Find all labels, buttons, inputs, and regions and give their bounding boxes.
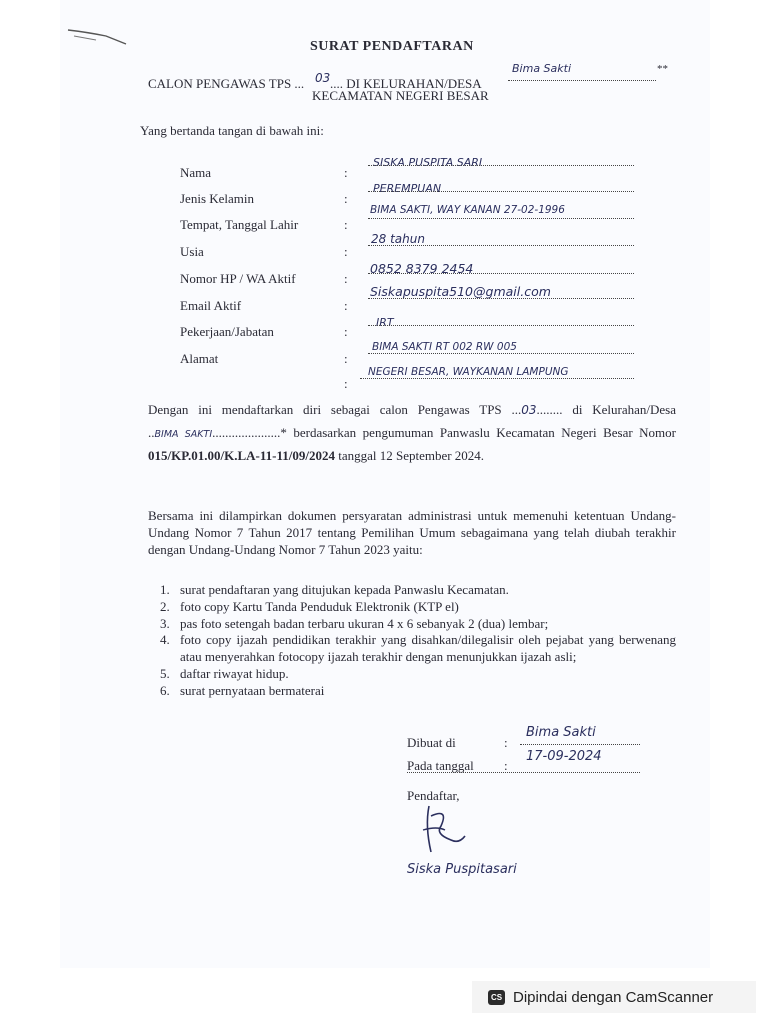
field-dots — [368, 298, 634, 299]
heading-line1-mid: .... DI KELURAHAN/DESA — [330, 76, 482, 91]
field-label: Usia — [180, 244, 204, 259]
field-value-nomor-hp: 0852 8379 2454 — [370, 261, 474, 276]
paragraph-text: .....................* berdasarkan pengumuman Panwaslu Kecamatan Negeri Besar Nomor — [212, 424, 676, 440]
list-item-number: 5. — [160, 665, 170, 681]
list-item-text: foto copy ijazah pendidikan terakhir yang disahkan/dilegalisir oleh pejabat yang berwenang atau menyerahkan fotocopy ijazah terakhir dengan menunjukkan ijazah asli; — [180, 632, 676, 665]
field-dots — [368, 325, 634, 326]
list-item-number: 2. — [160, 598, 170, 614]
field-colon: : — [344, 271, 348, 286]
field-dots — [368, 191, 634, 192]
heading-line1-prefix: CALON PENGAWAS TPS ... — [148, 76, 305, 91]
field-colon: : — [344, 217, 348, 232]
heading-asterisk: ** — [657, 63, 668, 75]
field-value-nama: SISKA PUSPITA SARI — [373, 156, 483, 169]
registration-paragraph — [148, 399, 676, 467]
paragraph-desa-name: BIMA SAKTI — [154, 428, 213, 440]
field-dots — [368, 273, 634, 274]
intro-text: Yang bertanda tangan di bawah ini: — [140, 123, 324, 138]
field-label: Nomor HP / WA Aktif — [180, 271, 296, 286]
heading-line2: KECAMATAN NEGERI BESAR — [312, 88, 489, 103]
field-colon: : — [344, 191, 348, 206]
list-item-number: 6. — [160, 682, 170, 698]
list-item-number: 3. — [160, 615, 170, 631]
field-label: Email Aktif — [180, 298, 242, 313]
paragraph-tps-number: 03 — [521, 403, 537, 417]
camscanner-logo-icon: CS — [488, 990, 505, 1005]
field-value-usia: 28 tahun — [371, 232, 425, 246]
field-dots — [368, 245, 634, 246]
list-item-text: daftar riwayat hidup. — [180, 665, 289, 681]
heading-desa-name: Bima Sakti — [512, 62, 572, 75]
tanggal-label: Pada tanggal — [407, 758, 474, 773]
list-item — [160, 599, 676, 616]
list-item-number: 4. — [160, 632, 170, 648]
dibuat-label: Dibuat di — [407, 735, 456, 750]
signer-name: Siska Puspitasari — [407, 862, 517, 877]
list-item-text: pas foto setengah badan terbaru ukuran 4 x 6 sebanyak 2 (dua) lembar; — [180, 615, 549, 631]
list-item-number: 1. — [160, 582, 170, 597]
attachment-intro: Bersama ini dilampirkan dokumen persyaratan administrasi untuk memenuhi ketentuan Undang-Undang Nomor 7 Tahun 2017 tentang Pemilihan Umum sebagaimana yang telah diubah terakhir dengan Undang-Undang Nomor 7 Tahun 2023 yaitu: — [148, 508, 676, 557]
field-colon: : — [344, 298, 348, 313]
field-dots — [360, 378, 634, 379]
field-dots — [368, 218, 634, 219]
signature-icon — [415, 800, 475, 860]
field-colon: : — [344, 244, 348, 259]
list-item-text: foto copy Kartu Tanda Penduduk Elektronik (KTP el) — [180, 598, 459, 614]
field-value-pekerjaan: IRT — [376, 316, 394, 329]
field-value-alamat: BIMA SAKTI RT 002 RW 005 — [372, 341, 517, 353]
field-colon: : — [504, 735, 508, 750]
field-label: Alamat — [180, 351, 219, 366]
field-value-jenis-kelamin: PEREMPUAN — [373, 182, 442, 195]
field-colon: : — [344, 376, 348, 391]
list-item-text: surat pendaftaran yang ditujukan kepada Panwaslu Kecamatan. — [180, 582, 509, 597]
list-item — [160, 632, 676, 666]
attachment-list — [160, 582, 676, 700]
field-label: Pekerjaan/Jabatan — [180, 324, 274, 339]
field-colon: : — [344, 165, 348, 180]
heading-tps-number: 03 — [315, 71, 331, 85]
document-page — [60, 0, 710, 968]
paragraph-text: tanggal 12 September 2024. — [334, 448, 485, 463]
field-label: Tempat, Tanggal Lahir — [180, 217, 299, 232]
field-dots — [368, 353, 634, 354]
field-value-ttl: BIMA SAKTI, WAY KANAN 27-02-1996 — [370, 204, 565, 216]
list-item — [160, 666, 676, 683]
pendaftar-label: Pendaftar, — [407, 788, 460, 803]
camscanner-text: Dipindai dengan CamScanner — [513, 988, 714, 1006]
paragraph-text: Dengan ini mendaftarkan diri sebagai calon Pengawas TPS ... — [148, 402, 522, 417]
doc-title: SURAT PENDAFTARAN — [310, 39, 474, 54]
field-dots — [520, 744, 640, 745]
field-label: Jenis Kelamin — [180, 191, 255, 206]
list-item — [160, 683, 676, 700]
field-value-alamat-line2: NEGERI BESAR, WAYKANAN LAMPUNG — [368, 366, 569, 378]
camscanner-badge — [472, 981, 756, 1013]
field-dots — [368, 165, 634, 166]
field-colon: : — [504, 758, 508, 773]
field-value-email: Siskapuspita510@gmail.com — [370, 284, 551, 299]
heading-desa-dots — [508, 80, 656, 81]
list-item — [160, 616, 676, 633]
field-colon: : — [344, 324, 348, 339]
field-dots — [407, 772, 640, 773]
announcement-number: 015/KP.01.00/K.LA-11-11/09/2024 — [148, 448, 335, 463]
paragraph-text: ........ di Kelurahan/Desa .. — [148, 402, 676, 440]
scratch-mark-icon — [66, 22, 136, 48]
list-item — [160, 582, 676, 599]
dibuat-value: Bima Sakti — [526, 725, 596, 740]
list-item-text: surat pernyataan bermaterai — [180, 682, 325, 698]
field-colon: : — [344, 351, 348, 366]
tanggal-value: 17-09-2024 — [526, 749, 602, 764]
field-label: Nama — [180, 165, 212, 180]
